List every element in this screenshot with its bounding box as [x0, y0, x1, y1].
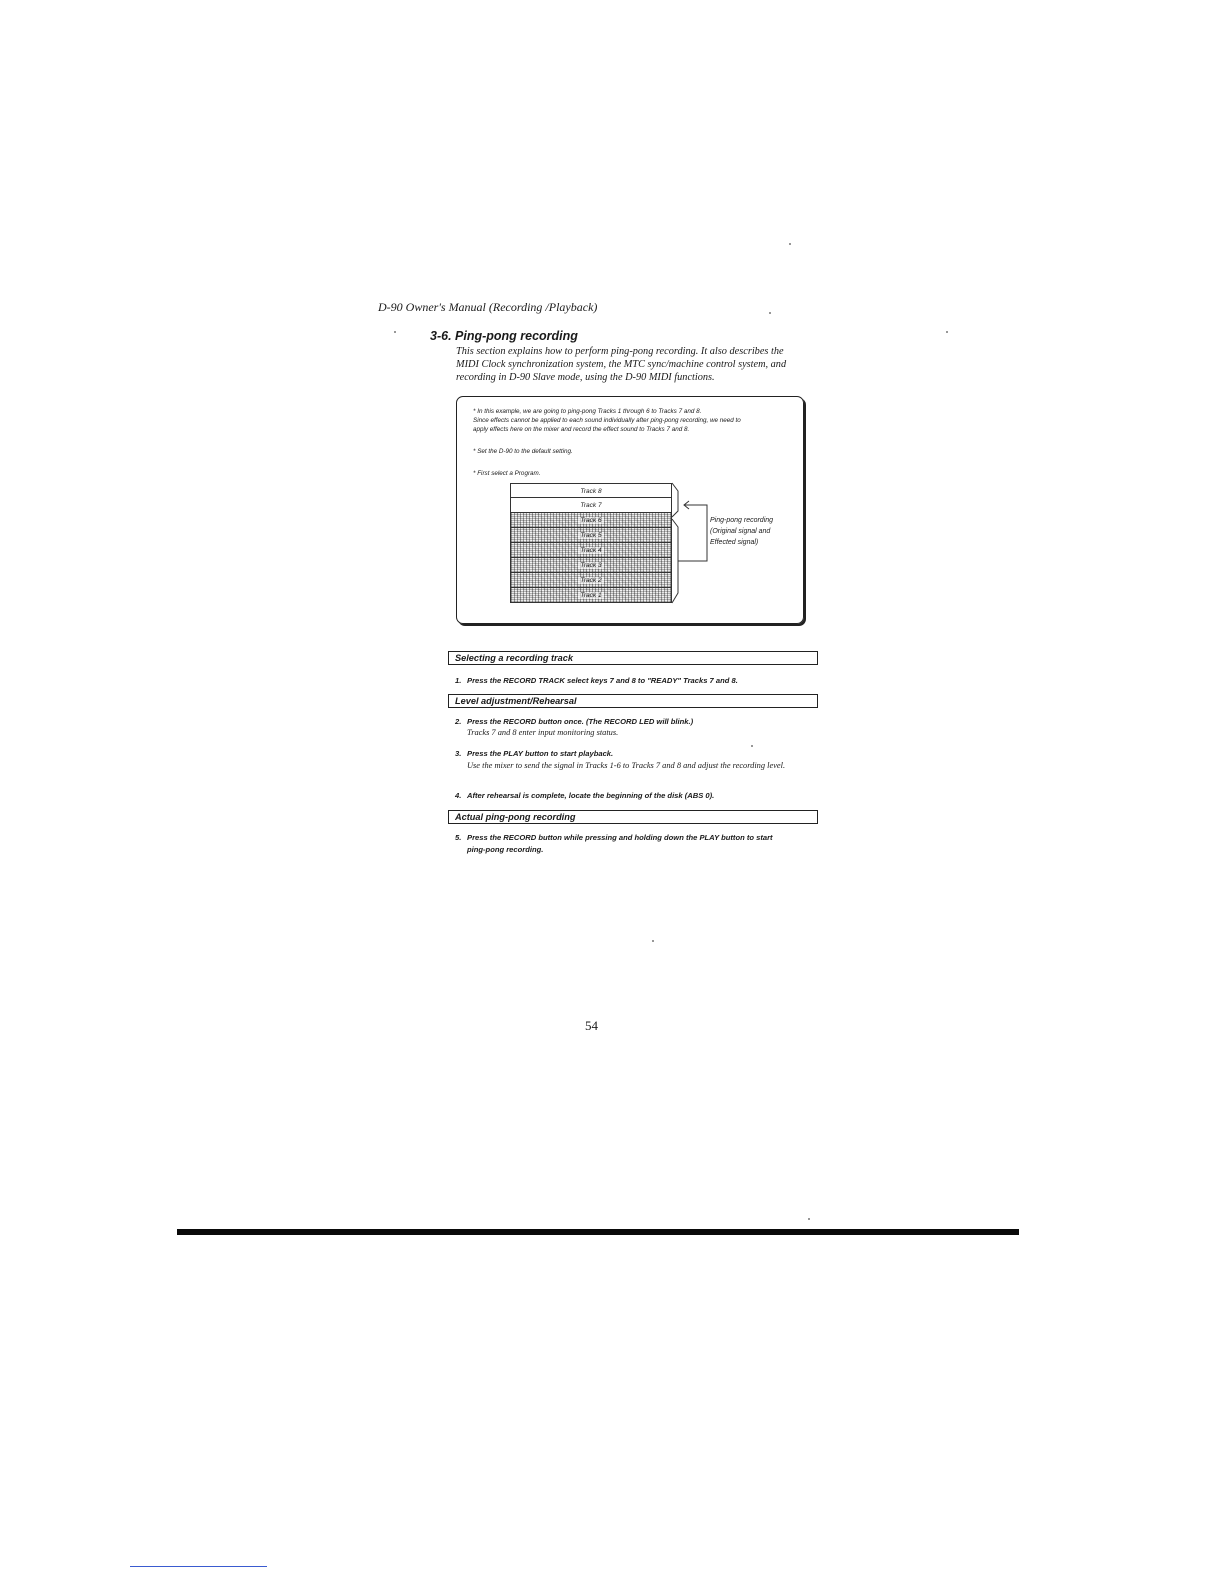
step-number: 5. [455, 833, 462, 842]
scan-speck [769, 312, 771, 314]
scan-speck [394, 331, 396, 333]
step-4 [455, 790, 820, 801]
step-2 [455, 716, 820, 727]
intro-line: This section explains how to perform ping-pong recording. It also describes the [456, 346, 784, 357]
routing-arrows [457, 397, 805, 625]
callout-line: Ping-pong recording [710, 517, 774, 524]
track-label: Track 5 [580, 532, 602, 539]
track-label: Track 1 [580, 592, 602, 599]
diagram-note: Since effects cannot be applied to each sound individually after ping-pong recording, we need to [473, 417, 741, 424]
step-5-continued: ping-pong recording. [467, 845, 544, 854]
scan-speck [808, 1218, 810, 1220]
page-number: 54 [585, 1018, 598, 1033]
step-1 [455, 675, 820, 686]
diagram-note: * Set the D-90 to the default setting. [473, 448, 573, 455]
step-5 [455, 832, 820, 843]
tracks-1-6-bracket [672, 519, 678, 603]
tracks-7-8-bracket [672, 483, 678, 517]
step-text: Press the PLAY button to start playback. [467, 749, 614, 758]
scan-speck [789, 243, 791, 245]
bottom-rule [177, 1229, 1019, 1235]
step-number: 2. [455, 717, 462, 726]
track-label: Track 3 [580, 562, 602, 569]
step-number: 4. [455, 791, 462, 800]
routing-line [678, 505, 707, 561]
callout-line: Effected signal) [710, 539, 759, 546]
step-text: Press the RECORD TRACK select keys 7 and 8 to "READY" Tracks 7 and 8. [467, 676, 738, 685]
step-2-detail: Tracks 7 and 8 enter input monitoring status. [467, 728, 619, 737]
scan-speck [652, 940, 654, 942]
callout-line: (Original signal and [710, 528, 771, 535]
subhead-actual-recording: Actual ping-pong recording [448, 810, 818, 824]
ping-pong-callout [710, 515, 802, 548]
diagram-note: apply effects here on the mixer and record the effect sound to Tracks 7 and 8. [473, 426, 690, 433]
step-3 [455, 748, 820, 759]
subhead-selecting-track: Selecting a recording track [448, 651, 818, 665]
track-label: Track 6 [580, 517, 602, 524]
section-title: 3-6. Ping-pong recording [430, 329, 578, 343]
scan-speck [946, 331, 948, 333]
step-text: Press the RECORD button while pressing and holding down the PLAY button to start [467, 833, 773, 842]
step-number: 1. [455, 676, 462, 685]
section-intro [456, 345, 816, 384]
track-label: Track 2 [580, 577, 602, 584]
step-3-detail: Use the mixer to send the signal in Tracks 1-6 to Tracks 7 and 8 and adjust the recording level. [467, 761, 786, 770]
footer-link-underline [130, 1566, 267, 1567]
step-text: Press the RECORD button once. (The RECORD LED will blink.) [467, 717, 694, 726]
diagram-note: * In this example, we are going to ping-pong Tracks 1 through 6 to Tracks 7 and 8. [473, 408, 702, 415]
intro-line: recording in D-90 Slave mode, using the D-90 MIDI functions. [456, 372, 715, 383]
track-label: Track 4 [580, 547, 602, 554]
running-header: D-90 Owner's Manual (Recording /Playback) [378, 300, 598, 314]
step-text: After rehearsal is complete, locate the beginning of the disk (ABS 0). [467, 791, 715, 800]
diagram-note: * First select a Program. [473, 470, 541, 477]
step-number: 3. [455, 749, 462, 758]
track-label: Track 8 [580, 488, 602, 495]
intro-line: MIDI Clock synchronization system, the MTC sync/machine control system, and [456, 359, 787, 370]
scan-speck [751, 745, 753, 747]
subhead-level-adjustment: Level adjustment/Rehearsal [448, 694, 818, 708]
track-label: Track 7 [580, 502, 602, 509]
ping-pong-diagram [456, 396, 804, 624]
